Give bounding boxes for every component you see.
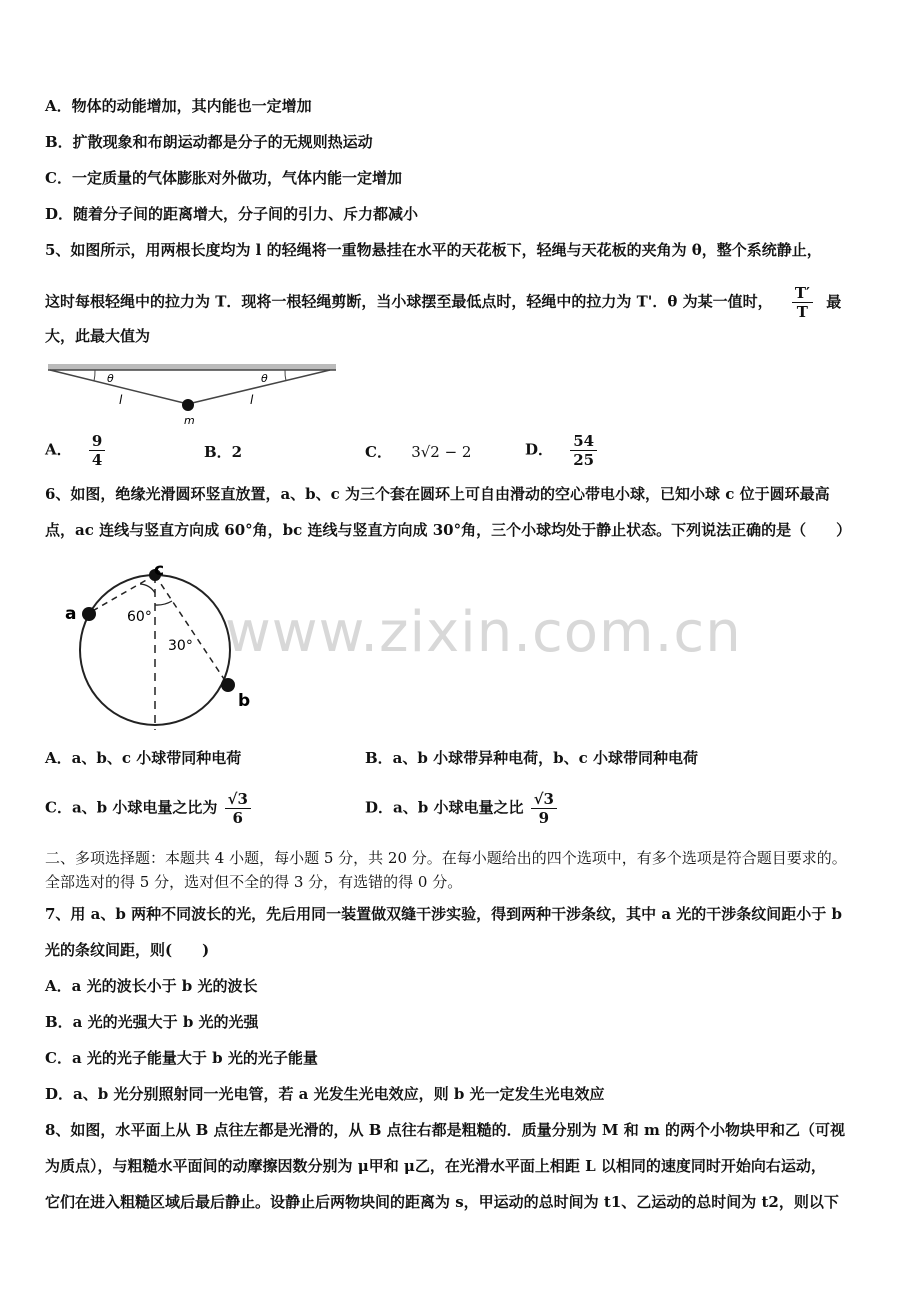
q8-text-line2: 为质点），与粗糙水平面间的动摩擦因数分别为 μ甲和 μ乙，在光滑水平面上相距 L 以相同的速度同时开始向右运动， <box>45 1157 826 1175</box>
section2-heading-line1: 二、多项选择题：本题共 4 小题，每小题 5 分，共 20 分。在每小题给出的四个选项中，有多个选项是符合题目要求的。 <box>45 849 847 867</box>
ball-a <box>82 607 96 621</box>
label-c: c <box>154 560 165 580</box>
q6-option-c-frac <box>225 790 251 827</box>
theta-right-label: θ <box>261 372 268 385</box>
q4-option-c: C．一定质量的气体膨胀对外做功，气体内能一定增加 <box>45 169 402 187</box>
theta-left-label: θ <box>107 372 114 385</box>
q5-options-row <box>45 432 105 469</box>
q6-option-c-den: 6 <box>232 809 243 827</box>
q5-option-d <box>525 432 597 469</box>
q5-text-line2 <box>45 284 841 321</box>
q6-option-d-frac <box>531 790 557 827</box>
q4-option-b: B．扩散现象和布朗运动都是分子的无规则热运动 <box>45 133 373 151</box>
q5-option-c-label: C． <box>365 443 392 461</box>
q5-text-line1: 5、如图所示，用两根长度均为 l 的轻绳将一重物悬挂在水平的天花板下，轻绳与天花板的夹角为 θ，整个系统静止， <box>45 241 822 259</box>
label-b: b <box>238 691 251 711</box>
q5-option-a-frac <box>89 432 105 469</box>
q5-option-a-label: A． <box>45 440 72 459</box>
q6-option-d-num: √3 <box>531 790 557 809</box>
ball-b <box>221 678 235 692</box>
q8-text-line3: 它们在进入粗糙区域后最后静止。设静止后两物块间的距离为 s，甲运动的总时间为 t1、乙运动的总时间为 t2，则以下 <box>45 1193 839 1211</box>
angle30-arc <box>155 601 172 605</box>
q6-option-c-text: C．a、b 小球电量之比为 <box>45 798 218 817</box>
q5-option-c <box>365 442 471 462</box>
q6-option-c-num: √3 <box>225 790 251 809</box>
q6-option-c <box>45 790 251 827</box>
q5-option-d-frac <box>570 432 597 469</box>
q6-option-d-den: 9 <box>538 809 550 827</box>
q5-pendulum-figure <box>45 362 340 428</box>
q5-option-d-num: 54 <box>570 432 597 451</box>
q7-option-b: B．a 光的光强大于 b 光的光强 <box>45 1013 259 1031</box>
q5-fraction-den: T <box>796 303 808 321</box>
q4-option-a: A．物体的动能增加，其内能也一定增加 <box>45 97 312 115</box>
q5-option-a-den: 4 <box>91 451 103 469</box>
q4-option-d: D．随着分子间的距离增大，分子间的引力、斥力都减小 <box>45 205 419 223</box>
q5-line2-text: 这时每根轻绳中的拉力为 T．现将一根轻绳剪断，当小球摆至最低点时，轻绳中的拉力为 T'．θ 为某一值时， <box>45 292 773 311</box>
q7-text-line2: 光的条纹间距，则( ) <box>45 941 210 959</box>
rope-right <box>188 370 330 404</box>
l-right-label: l <box>250 393 254 407</box>
q6-text-line2: 点，ac 连线与竖直方向成 60°角，bc 连线与竖直方向成 30°角，三个小球均处于静止状态。下列说法正确的是（ ） <box>45 521 852 539</box>
q7-text-line1: 7、用 a、b 两种不同波长的光，先后用同一装置做双缝干涉实验，得到两种干涉条纹，其中 a 光的干涉条纹间距小于 b <box>45 905 842 923</box>
q5-option-d-den: 25 <box>573 451 595 469</box>
mass-ball <box>182 399 194 411</box>
q5-option-a-num: 9 <box>89 432 105 451</box>
q5-line2-end: 最 <box>826 292 842 311</box>
ac-dashed-line <box>89 575 155 613</box>
q7-option-d: D．a、b 光分别照射同一光电管，若 a 光发生光电效应，则 b 光一定发生光电效应 <box>45 1085 605 1103</box>
bc-dashed-line <box>155 575 228 685</box>
angle30-label: 30° <box>168 638 193 654</box>
theta-arc-left <box>94 370 95 381</box>
label-a: a <box>65 604 77 624</box>
q5-fraction <box>792 284 813 321</box>
q5-option-b: B．2 <box>204 443 243 461</box>
q6-option-b: B．a、b 小球带异种电荷，b、c 小球带同种电荷 <box>365 749 698 767</box>
l-left-label: l <box>119 393 123 407</box>
angle60-arc <box>140 584 155 593</box>
section2-heading-line2: 全部选对的得 5 分，选对但不全的得 3 分，有选错的得 0 分。 <box>45 873 463 891</box>
q6-option-d-text: D．a、b 小球电量之比 <box>365 798 524 817</box>
ceiling-hatch <box>48 364 336 370</box>
q5-text-line3: 大，此最大值为 <box>45 327 151 345</box>
q6-option-a: A．a、b、c 小球带同种电荷 <box>45 749 242 767</box>
q6-option-d <box>365 790 557 827</box>
angle60-label: 60° <box>127 609 152 625</box>
q6-text-line1: 6、如图，绝缘光滑圆环竖直放置，a、b、c 为三个套在圆环上可自由滑动的空心带电小球，已知小球 c 位于圆环最高 <box>45 485 830 503</box>
watermark: www.zixin.com.cn <box>225 600 742 665</box>
q5-option-c-value: 3√2 − 2 <box>411 443 472 461</box>
q7-option-c: C．a 光的光子能量大于 b 光的光子能量 <box>45 1049 318 1067</box>
q8-text-line1: 8、如图，水平面上从 B 点往左都是光滑的，从 B 点往右都是粗糙的．质量分别为 M 和 m 的两个小物块甲和乙（可视 <box>45 1121 846 1139</box>
theta-arc-right <box>285 370 286 381</box>
q7-option-a: A．a 光的波长小于 b 光的波长 <box>45 977 258 995</box>
mass-label: m <box>184 414 195 427</box>
q5-option-d-label: D． <box>525 440 554 459</box>
q5-fraction-num: T′ <box>792 284 813 303</box>
